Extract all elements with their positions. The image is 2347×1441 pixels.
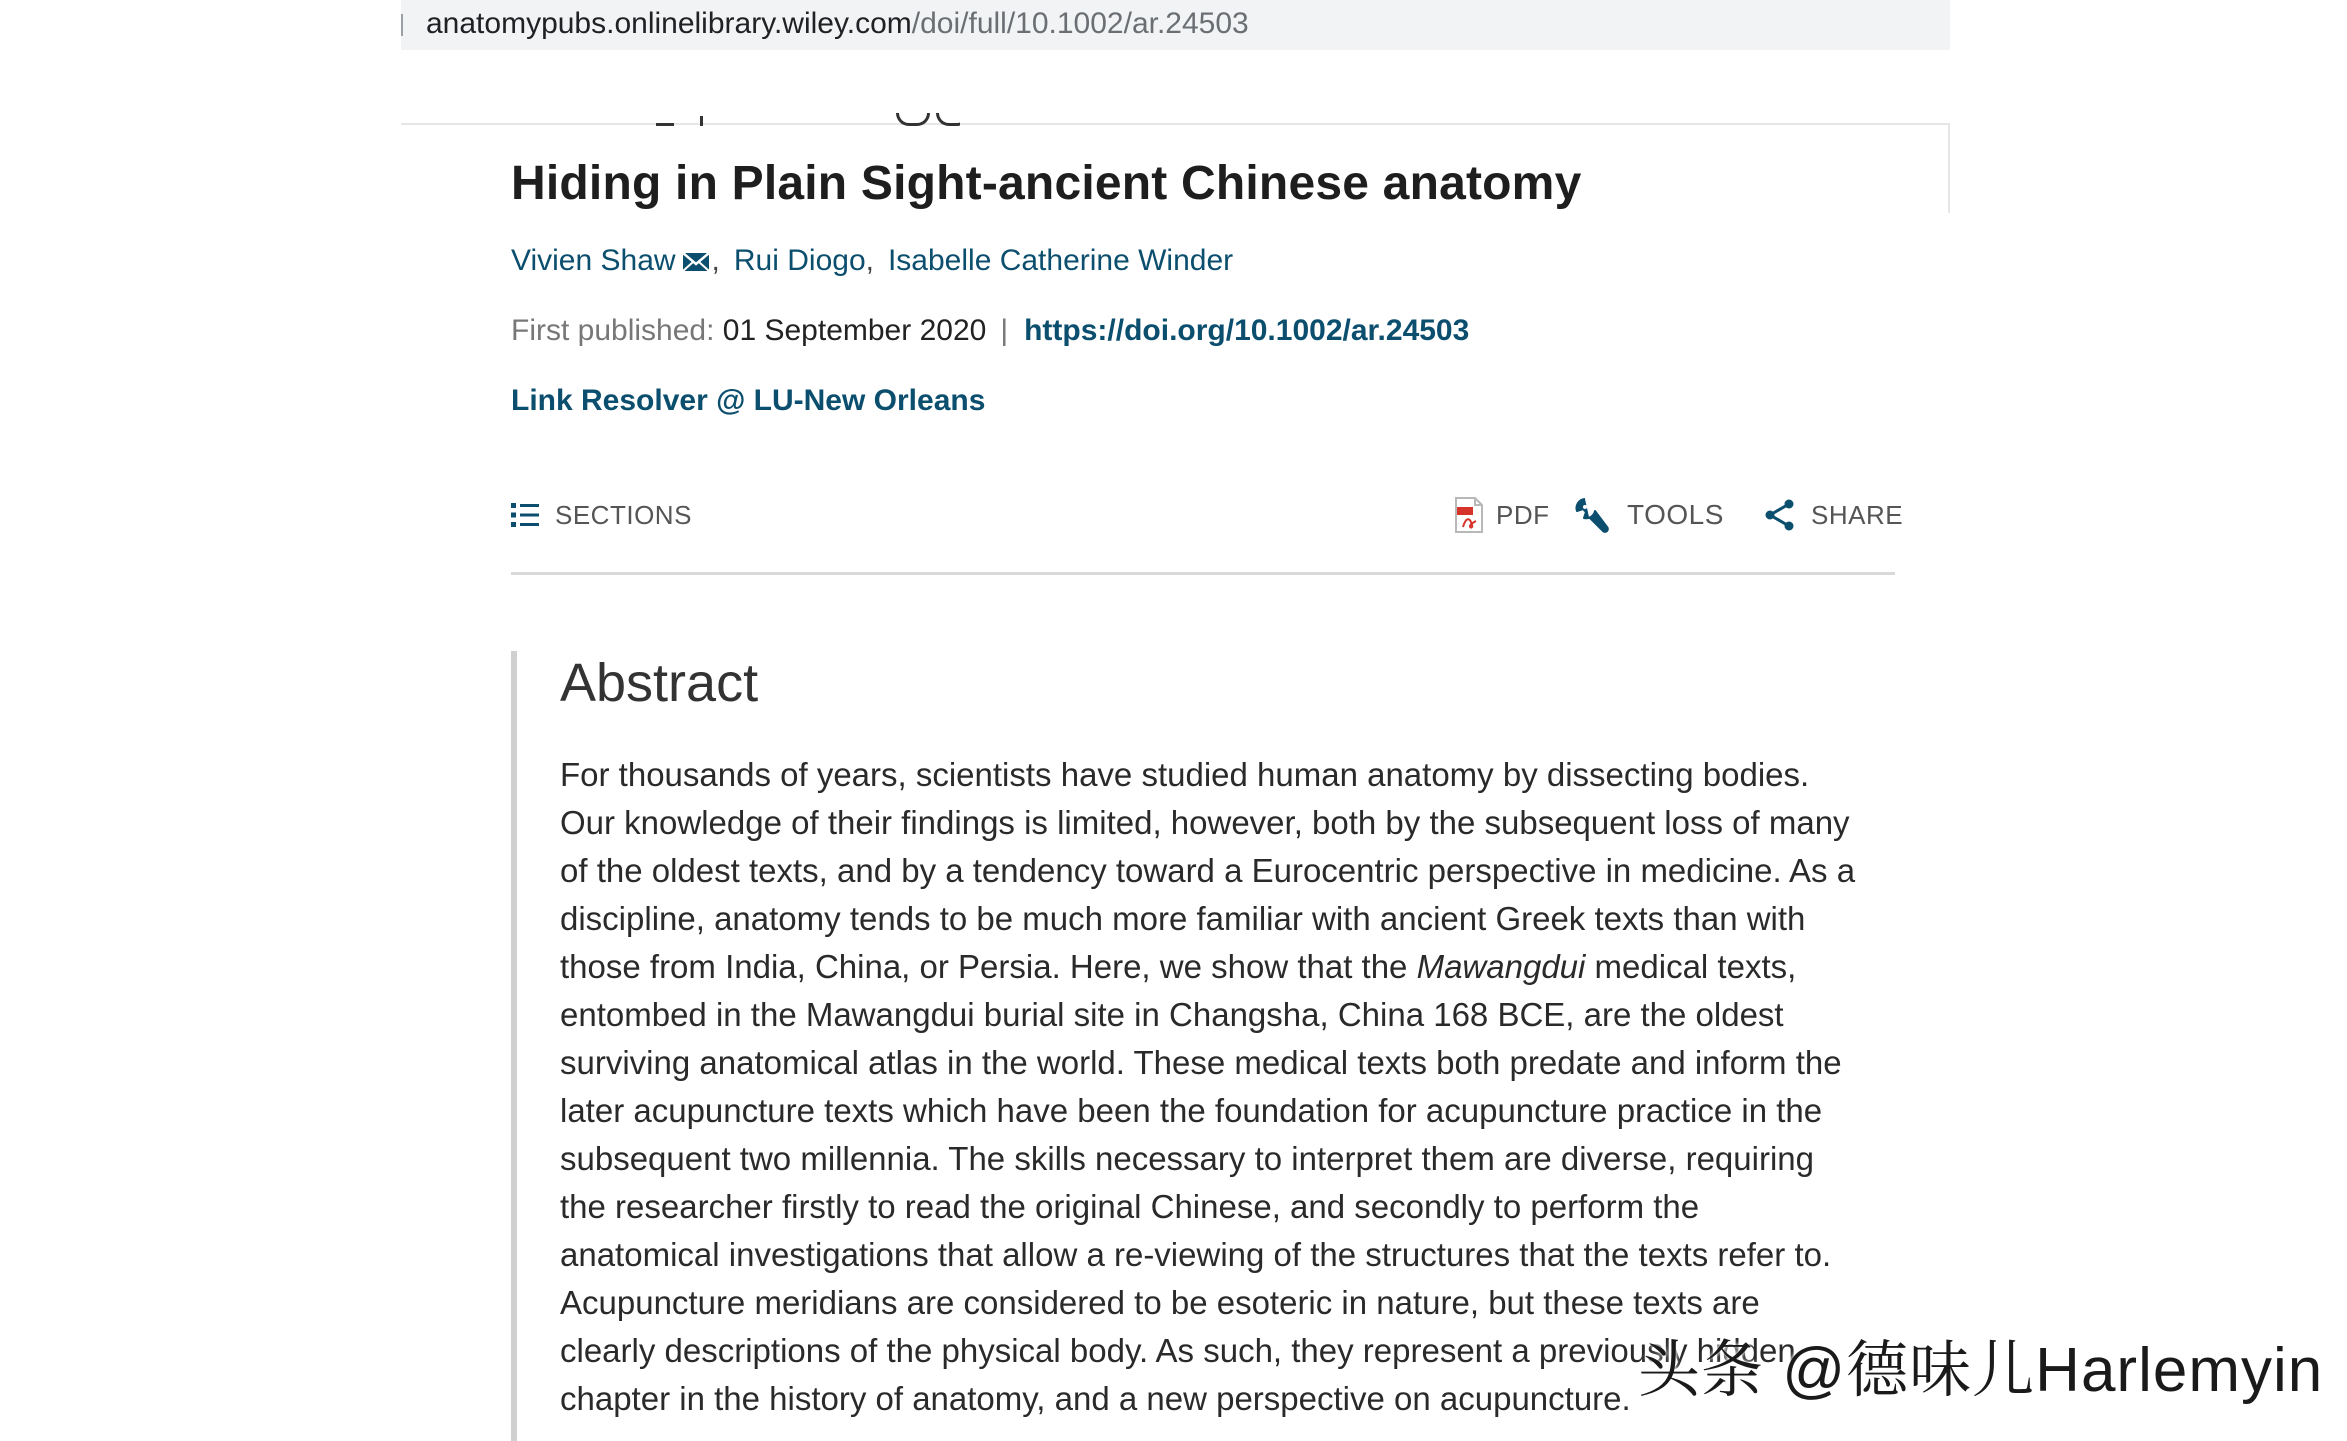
abstract-line <box>560 943 1940 991</box>
author-list <box>511 244 1233 278</box>
abstract-line: of the oldest texts, and by a tendency toward a Eurocentric perspective in medicine. As a <box>560 852 1856 889</box>
toolbar-divider <box>511 572 1895 575</box>
url-path: /doi/full/10.1002/ar.24503 <box>911 7 1249 40</box>
article-title: Hiding in Plain Sight-ancient Chinese anatomy <box>511 157 1582 210</box>
info-divider: | <box>1000 314 1009 347</box>
scrolled-header-remnant <box>620 110 960 126</box>
url-text[interactable] <box>426 4 1249 44</box>
text-cursor <box>401 14 403 36</box>
author-link[interactable]: Vivien Shaw <box>511 244 676 277</box>
share-icon <box>1765 499 1795 531</box>
author-link[interactable]: Rui Diogo <box>733 244 866 277</box>
author-separator: , <box>865 244 874 277</box>
share-button[interactable] <box>1765 490 1903 540</box>
abstract-text-run: medical texts, <box>1585 948 1797 985</box>
abstract-heading: Abstract <box>560 653 759 713</box>
publication-info <box>511 314 1469 348</box>
sections-label: SECTIONS <box>555 499 692 530</box>
list-icon <box>511 502 539 528</box>
article-toolbar <box>511 490 1904 540</box>
tools-button[interactable] <box>1573 490 1724 540</box>
email-icon[interactable] <box>682 250 710 274</box>
abstract-line: later acupuncture texts which have been the foundation for acupuncture practice in the <box>560 1092 1823 1129</box>
abstract-line: Our knowledge of their findings is limited, however, both by the subsequent loss of many <box>560 804 1850 841</box>
abstract-accent-bar <box>511 651 517 1441</box>
watermark: 头条 @德味儿Harlemyin <box>1638 1336 2324 1405</box>
wrench-icon <box>1573 496 1611 534</box>
abstract-text-run: those from India, China, or Persia. Here, we show that the <box>560 948 1417 985</box>
abstract-line: subsequent two millennia. The skills necessary to interpret them are diverse, requiring <box>560 1140 1814 1177</box>
link-resolver-link[interactable]: Link Resolver @ LU-New Orleans <box>511 384 986 417</box>
sections-button[interactable] <box>511 490 692 540</box>
abstract-line: discipline, anatomy tends to be much more familiar with ancient Greek texts than with <box>560 900 1806 937</box>
doi-link[interactable]: https://doi.org/10.1002/ar.24503 <box>1024 314 1470 347</box>
url-host: anatomypubs.onlinelibrary.wiley.com <box>426 7 912 40</box>
abstract-line: clearly descriptions of the physical body. As such, they represent a previously hidden <box>560 1332 1796 1369</box>
first-published-date: 01 September 2020 <box>722 314 987 347</box>
abstract-line: anatomical investigations that allow a re-viewing of the structures that the texts refer to. <box>560 1236 1832 1273</box>
abstract-line: For thousands of years, scientists have studied human anatomy by dissecting bodies. <box>560 756 1810 793</box>
tools-label: TOOLS <box>1627 499 1724 530</box>
abstract-line: entombed in the Mawangdui burial site in Changsha, China 168 BCE, are the oldest <box>560 996 1784 1033</box>
frame-edge <box>1948 123 1950 213</box>
pdf-button[interactable] <box>1454 490 1550 540</box>
author-link[interactable]: Isabelle Catherine Winder <box>887 244 1234 277</box>
abstract-line: surviving anatomical atlas in the world. These medical texts both predate and inform the <box>560 1044 1842 1081</box>
first-published-label: First published: <box>511 314 715 347</box>
share-label: SHARE <box>1811 499 1904 530</box>
pdf-file-icon <box>1454 497 1484 533</box>
author-separator: , <box>711 244 720 277</box>
abstract-italic-term: Mawangdui <box>1416 948 1586 985</box>
abstract-line: the researcher firstly to read the original Chinese, and secondly to perform the <box>560 1188 1700 1225</box>
abstract-line: chapter in the history of anatomy, and a new perspective on acupuncture. <box>560 1380 1631 1417</box>
address-bar[interactable] <box>401 0 1950 50</box>
abstract-line: Acupuncture meridians are considered to be esoteric in nature, but these texts are <box>560 1284 1760 1321</box>
pdf-label: PDF <box>1496 499 1550 530</box>
